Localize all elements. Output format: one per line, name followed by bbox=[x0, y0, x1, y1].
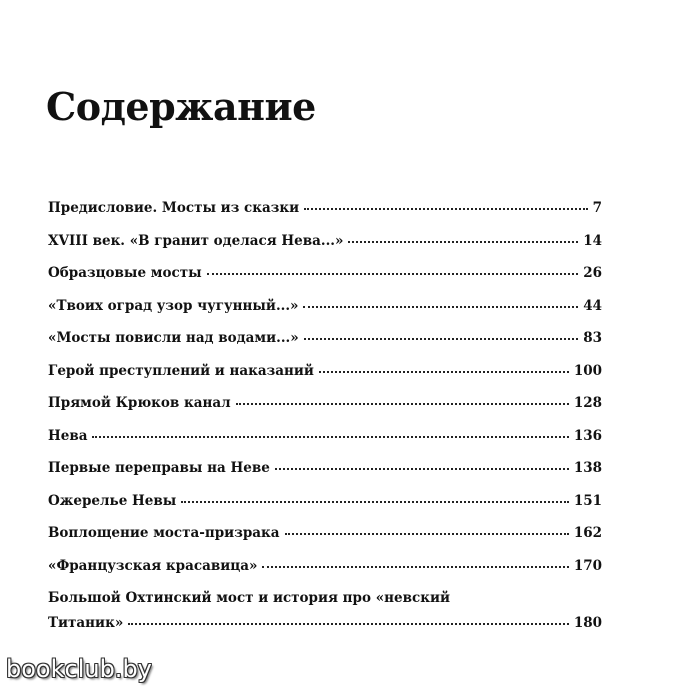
page-title: Содержание bbox=[46, 84, 316, 129]
toc-entry-title: Воплощение моста-призрака bbox=[48, 525, 280, 541]
toc-entry bbox=[48, 527, 602, 560]
toc-entry bbox=[48, 592, 602, 631]
toc-entry bbox=[48, 492, 602, 528]
toc-entry-title: XVIII век. «В гранит оделася Нева...» bbox=[48, 232, 344, 249]
toc-entry-title: «Мосты повисли над водами...» bbox=[48, 330, 299, 346]
dot-leader bbox=[275, 468, 569, 470]
toc-page-number: 14 bbox=[583, 232, 602, 249]
toc-entry bbox=[48, 397, 602, 430]
dot-leader bbox=[236, 403, 569, 405]
toc-entry-title: Прямой Крюков канал bbox=[48, 395, 231, 411]
toc-entry bbox=[48, 232, 602, 268]
toc-entry-title: Герой преступлений и наказаний bbox=[48, 362, 314, 379]
toc-entry bbox=[48, 267, 602, 300]
toc-entry bbox=[48, 297, 602, 333]
dot-leader bbox=[304, 208, 587, 210]
dot-leader bbox=[207, 273, 579, 275]
toc-page-number: 136 bbox=[573, 427, 602, 444]
toc-entry-title: Первые переправы на Неве bbox=[48, 460, 270, 476]
dot-leader bbox=[92, 436, 568, 438]
dot-leader bbox=[319, 371, 569, 373]
toc-page-number: 180 bbox=[573, 615, 602, 631]
watermark-logo: bookclub.by bbox=[6, 655, 152, 683]
toc-entry-title: Нева bbox=[48, 427, 88, 444]
toc-entry-title: «Твоих оград узор чугунный...» bbox=[48, 297, 299, 314]
toc-page-number: 170 bbox=[573, 557, 602, 574]
dot-leader bbox=[128, 623, 569, 625]
toc-entry bbox=[48, 427, 602, 463]
toc-page-number: 44 bbox=[583, 297, 602, 314]
toc-entry-title: Ожерелье Невы bbox=[48, 492, 177, 509]
toc-page-number: 138 bbox=[573, 460, 602, 476]
dot-leader bbox=[304, 338, 579, 340]
table-of-contents bbox=[48, 202, 602, 631]
dot-leader bbox=[262, 566, 568, 568]
toc-entry-title: «Французская красавица» bbox=[48, 557, 258, 574]
dot-leader bbox=[348, 241, 578, 243]
toc-entry bbox=[48, 362, 602, 398]
toc-page-number: 162 bbox=[573, 525, 602, 541]
toc-entry bbox=[48, 557, 602, 593]
toc-page-number: 128 bbox=[573, 395, 602, 411]
toc-page-number: 100 bbox=[573, 362, 602, 379]
toc-entry-title: Большой Охтинский мост и история про «невский bbox=[48, 590, 450, 606]
toc-entry-title: Образцовые мосты bbox=[48, 265, 202, 281]
dot-leader bbox=[303, 306, 578, 308]
toc-page-number: 7 bbox=[592, 200, 602, 216]
dot-leader bbox=[181, 501, 569, 503]
toc-entry-title: Предисловие. Мосты из сказки bbox=[48, 200, 300, 216]
toc-entry bbox=[48, 462, 602, 495]
toc-entry-title-continuation bbox=[48, 617, 602, 631]
toc-entry bbox=[48, 332, 602, 365]
toc-entry bbox=[48, 202, 602, 235]
toc-page-number: 151 bbox=[573, 492, 602, 509]
toc-page-number: 26 bbox=[583, 265, 602, 281]
toc-entry-title-line2: Титаник» bbox=[48, 615, 124, 631]
toc-page-number: 83 bbox=[583, 330, 602, 346]
dot-leader bbox=[285, 533, 569, 535]
